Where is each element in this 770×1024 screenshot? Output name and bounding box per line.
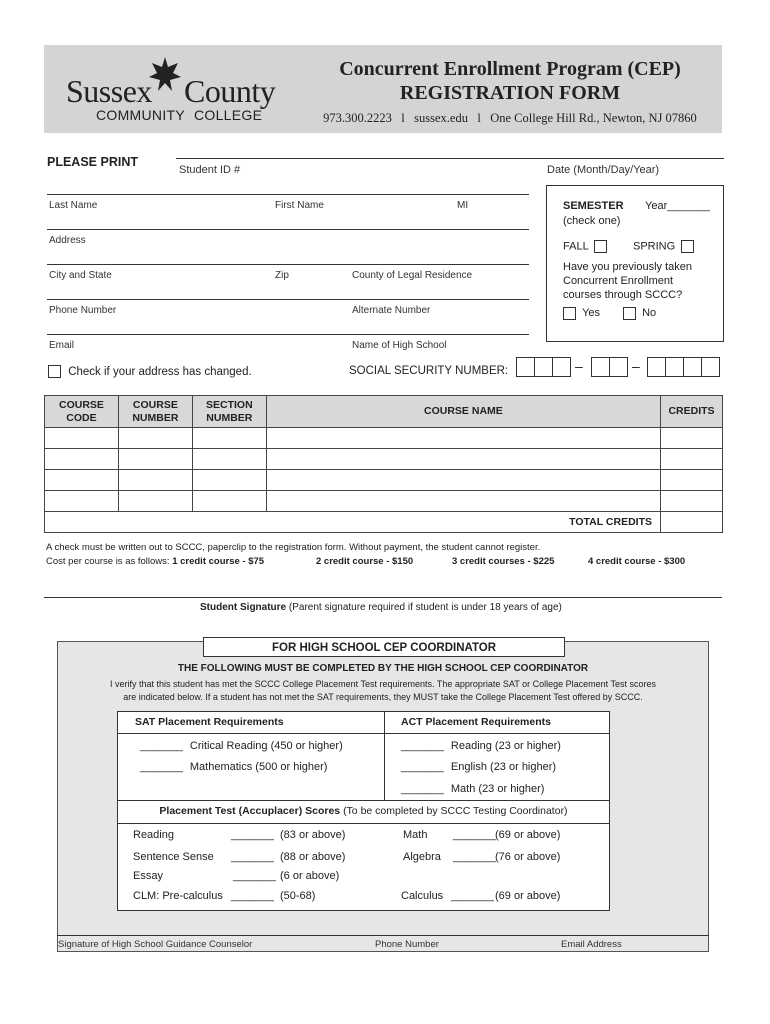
course-table xyxy=(44,395,723,533)
placement-title xyxy=(118,805,609,817)
table-row xyxy=(45,470,723,491)
zip-label: Zip xyxy=(275,270,289,281)
phone-label: Phone Number xyxy=(49,305,117,316)
date-label: Date (Month/Day/Year) xyxy=(547,164,660,176)
act-blank-2[interactable]: _______ xyxy=(401,761,444,773)
placement-clm-label: CLM: Pre-calculus xyxy=(133,890,223,902)
logo-sussex: Sussex xyxy=(66,73,152,109)
city-state-label: City and State xyxy=(49,270,112,281)
placement-calculus-blank[interactable]: _______ xyxy=(451,890,494,902)
placement-math-value: (69 or above) xyxy=(495,829,561,841)
counselor-signature-label: Signature of High School Guidance Counselor xyxy=(58,939,253,950)
total-credits-label: TOTAL CREDITS xyxy=(45,512,661,533)
placement-clm-value: (50-68) xyxy=(280,890,316,902)
name-line[interactable] xyxy=(47,194,529,195)
counselor-phone-label: Phone Number xyxy=(375,939,439,950)
col-course-name: COURSE NAME xyxy=(266,396,660,428)
act-item-3-label: Math (23 or higher) xyxy=(450,783,545,795)
placement-essay-blank[interactable]: _______ xyxy=(233,870,276,882)
placement-sentence-blank[interactable]: _______ xyxy=(231,851,274,863)
placement-sentence-value: (88 or above) xyxy=(280,851,346,863)
counselor-signature-line[interactable] xyxy=(57,935,709,936)
yes-option[interactable] xyxy=(563,307,600,320)
contact-line xyxy=(310,111,710,126)
high-school-label: Name of High School xyxy=(352,340,447,351)
placement-sentence-label: Sentence Sense xyxy=(133,851,214,863)
total-row xyxy=(45,512,723,533)
cost-4-credit: 4 credit course - $300 xyxy=(588,556,686,567)
act-item-3 xyxy=(401,783,544,795)
act-item-2-label: English (23 or higher) xyxy=(450,761,557,773)
placement-title-note: (To be completed by SCCC Testing Coordinator) xyxy=(343,805,568,817)
placement-title-bold: Placement Test (Accuplacer) Scores xyxy=(159,805,341,817)
payment-note: A check must be written out to SCCC, paperclip to the registration form. Without payment, the student cannot register. xyxy=(46,542,541,553)
no-option[interactable] xyxy=(623,307,656,320)
sat-blank-2[interactable]: _______ xyxy=(140,761,183,773)
act-item-1 xyxy=(401,740,561,752)
placement-calculus-value: (69 or above) xyxy=(495,890,561,902)
placement-math-label: Math xyxy=(403,829,428,841)
semester-box xyxy=(546,185,724,342)
act-blank-1[interactable]: _______ xyxy=(401,740,444,752)
mi-label: MI xyxy=(457,200,469,211)
scores-header-divider xyxy=(118,733,609,734)
col-course-number: COURSE NUMBER xyxy=(118,396,192,428)
placement-math-blank[interactable]: _______ xyxy=(453,829,496,841)
student-id-line[interactable] xyxy=(176,158,724,159)
student-signature-bold: Student Signature xyxy=(200,602,287,613)
sat-item-1 xyxy=(140,740,343,752)
address-changed-row xyxy=(48,365,252,378)
no-checkbox[interactable] xyxy=(623,307,636,320)
col-course-code: COURSE CODE xyxy=(45,396,119,428)
placement-algebra-value: (76 or above) xyxy=(495,851,561,863)
total-credits-value[interactable] xyxy=(661,512,723,533)
ssn-group-2[interactable] xyxy=(591,357,628,377)
sat-item-1-label: Critical Reading (450 or higher) xyxy=(189,740,343,752)
verify-line-1: I verify that this student has met the SCCC College Placement Test requirements. The appropriate SAT or College Placement Test scores xyxy=(110,679,656,689)
cost-3-credit: 3 credit courses - $225 xyxy=(452,556,555,567)
act-blank-3[interactable]: _______ xyxy=(401,783,444,795)
coordinator-heading: THE FOLLOWING MUST BE COMPLETED BY THE HIGH SCHOOL CEP COORDINATOR xyxy=(177,663,589,674)
spring-option[interactable] xyxy=(633,240,694,253)
spring-label: SPRING xyxy=(633,240,676,253)
previous-cep-question: Have you previously taken Concurrent Enrollment courses through SCCC? xyxy=(563,261,693,301)
semester-title: SEMESTER xyxy=(563,200,624,212)
sat-blank-1[interactable]: _______ xyxy=(140,740,183,752)
address-line[interactable] xyxy=(47,229,529,230)
fall-option[interactable] xyxy=(563,240,607,253)
sat-item-2 xyxy=(140,761,327,773)
address-label: Address xyxy=(49,235,86,246)
first-name-label: First Name xyxy=(275,200,324,211)
please-print: PLEASE PRINT xyxy=(47,155,138,169)
placement-algebra-blank[interactable]: _______ xyxy=(453,851,496,863)
sat-title: SAT Placement Requirements xyxy=(135,716,284,728)
placement-algebra-label: Algebra xyxy=(403,851,441,863)
address-changed-label: Check if your address has changed. xyxy=(68,365,252,378)
ssn-dash-2: – xyxy=(632,358,640,374)
col-credits: CREDITS xyxy=(661,396,723,428)
no-label: No xyxy=(642,307,657,320)
address-changed-checkbox[interactable] xyxy=(48,365,61,378)
sat-item-2-label: Mathematics (500 or higher) xyxy=(189,761,328,773)
logo-college: COLLEGE xyxy=(194,107,263,123)
logo-county: County xyxy=(184,73,276,109)
act-item-2 xyxy=(401,761,556,773)
placement-clm-blank[interactable]: _______ xyxy=(231,890,274,902)
yes-label: Yes xyxy=(582,307,601,320)
spring-checkbox[interactable] xyxy=(681,240,694,253)
college-logo xyxy=(66,55,291,127)
contact-sep-2: l xyxy=(477,111,481,125)
ssn-label: SOCIAL SECURITY NUMBER: xyxy=(349,365,509,377)
col-section-number: SECTION NUMBER xyxy=(192,396,266,428)
email-label: Email xyxy=(49,340,75,351)
contact-phone: 973.300.2223 xyxy=(323,111,392,125)
placement-calculus-label: Calculus xyxy=(401,890,444,902)
placement-reading-value: (83 or above) xyxy=(280,829,346,841)
scores-box xyxy=(117,711,610,911)
student-signature-label xyxy=(200,602,562,613)
coordinator-tab: FOR HIGH SCHOOL CEP COORDINATOR xyxy=(203,637,565,657)
contact-web: sussex.edu xyxy=(414,111,468,125)
cost-line xyxy=(46,556,726,567)
placement-reading-blank[interactable]: _______ xyxy=(231,829,274,841)
cost-2-credit: 2 credit course - $150 xyxy=(316,556,414,567)
county-label: County of Legal Residence xyxy=(352,270,473,281)
phone-line[interactable] xyxy=(47,299,529,300)
placement-divider-bottom xyxy=(118,823,609,824)
ssn-group-1[interactable] xyxy=(516,357,571,377)
ssn-dash-1: – xyxy=(575,358,583,374)
logo-community: COMMUNITY xyxy=(96,107,186,123)
leaf-icon xyxy=(148,55,182,93)
semester-year[interactable]: Year_______ xyxy=(645,200,711,212)
placement-divider-top xyxy=(118,800,609,801)
table-row xyxy=(45,428,723,449)
student-signature-note: (Parent signature required if student is under 18 years of age) xyxy=(288,602,562,613)
verify-line-2: are indicated below. If a student has not met the SAT requirements, they MUST take the College Placement Test offered by SCCC. xyxy=(123,692,643,702)
form-title-line2: REGISTRATION FORM xyxy=(399,82,621,104)
placement-reading-label: Reading xyxy=(133,829,174,841)
placement-essay-label: Essay xyxy=(133,870,163,882)
email-line[interactable] xyxy=(47,334,529,335)
placement-essay-value: (6 or above) xyxy=(280,870,340,882)
fall-checkbox[interactable] xyxy=(594,240,607,253)
yes-checkbox[interactable] xyxy=(563,307,576,320)
cost-1-credit: 1 credit course - $75 xyxy=(172,556,265,567)
form-title-line1: Concurrent Enrollment Program (CEP) xyxy=(339,58,681,80)
act-title: ACT Placement Requirements xyxy=(401,716,551,728)
counselor-email-label: Email Address xyxy=(561,939,622,950)
contact-sep-1: l xyxy=(401,111,405,125)
student-id-label: Student ID # xyxy=(179,164,241,176)
act-item-1-label: Reading (23 or higher) xyxy=(450,740,561,752)
last-name-label: Last Name xyxy=(49,200,98,211)
fall-label: FALL xyxy=(563,240,589,253)
contact-address: One College Hill Rd., Newton, NJ 07860 xyxy=(490,111,697,125)
semester-check-one: (check one) xyxy=(563,215,621,227)
student-signature-line[interactable] xyxy=(44,597,722,598)
scores-vertical-divider xyxy=(384,712,385,801)
city-line[interactable] xyxy=(47,264,529,265)
table-row xyxy=(45,491,723,512)
alt-phone-label: Alternate Number xyxy=(352,305,431,316)
cost-intro: Cost per course is as follows: xyxy=(46,556,170,567)
ssn-group-3[interactable] xyxy=(647,357,720,377)
table-row xyxy=(45,449,723,470)
